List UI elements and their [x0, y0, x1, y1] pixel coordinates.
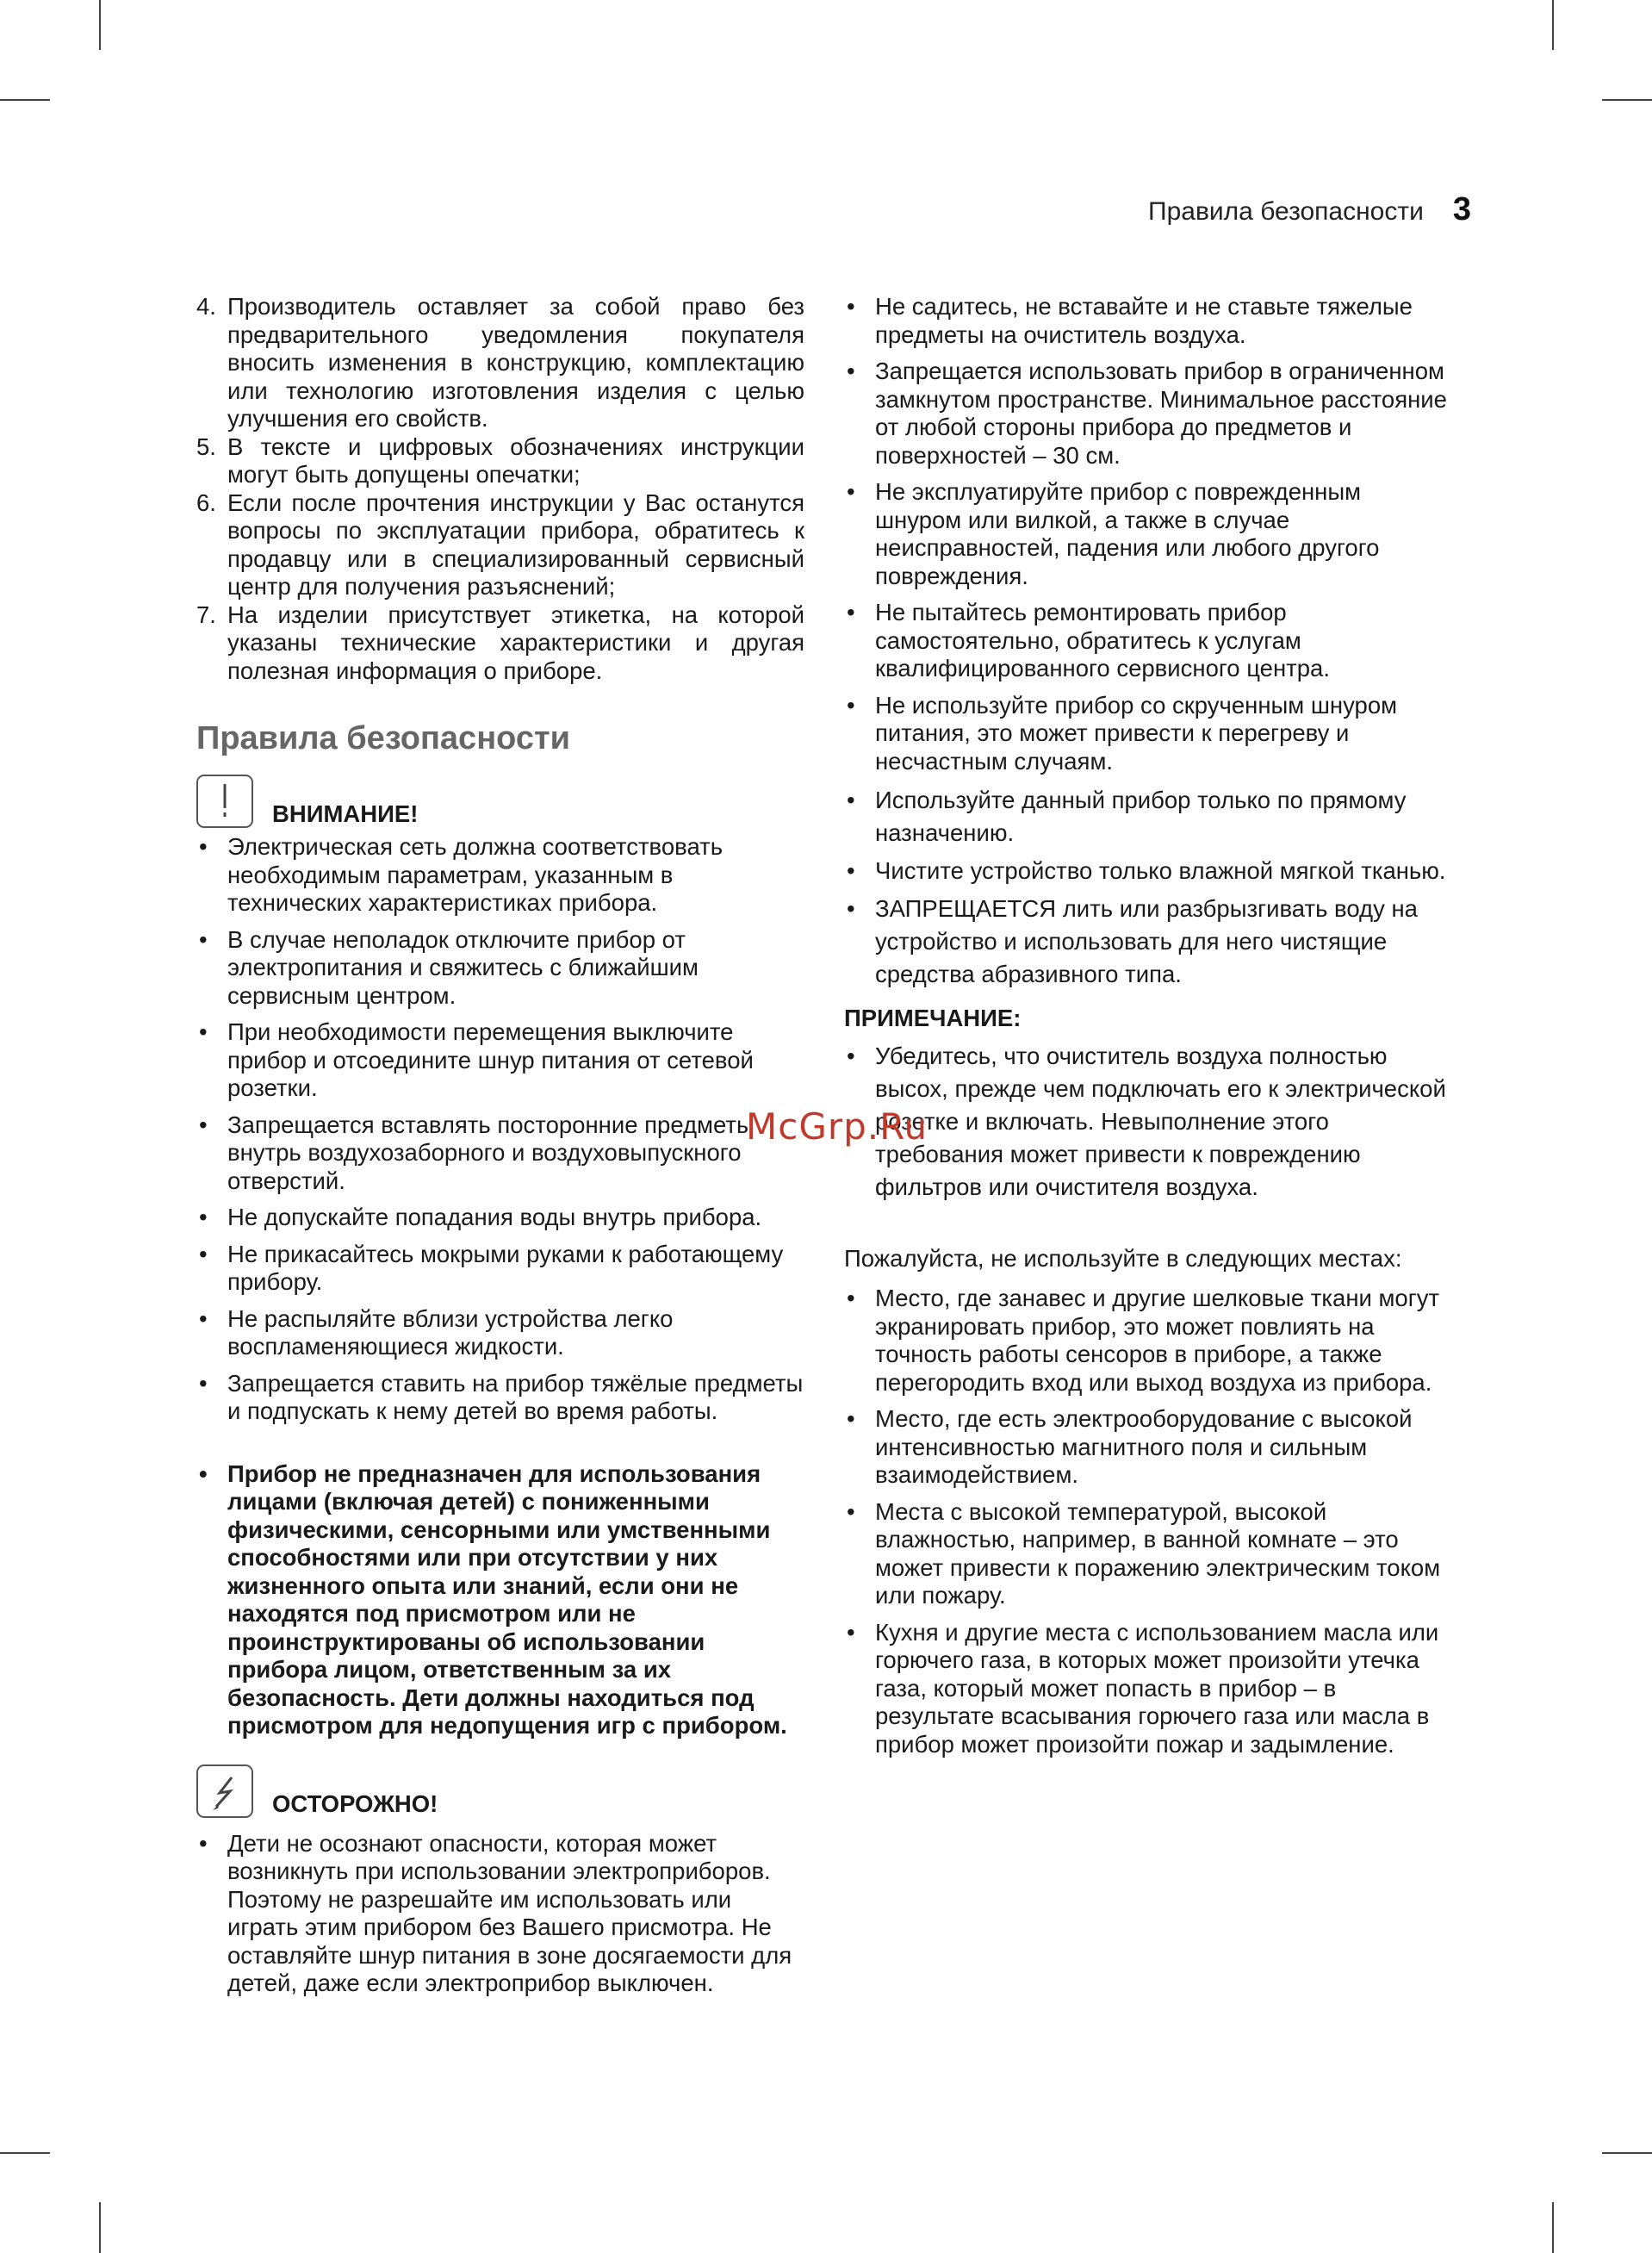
list-item: • Прибор не предназначен для использования лицами (включая детей) с пониженными физическими, сенсорными или умственными способностями или при отсутствии у них жизненного опыта или знаний, если они не находятся под присмотром или не проинструктированы об использовании прибора лицом, ответственным за их безопасность. Дети должны находиться под присмотром для недопущения игр с прибором. [199, 1459, 787, 1739]
crop-mark [1602, 99, 1652, 101]
crop-mark [0, 2152, 50, 2154]
watermark: McGrp.Ru [746, 1105, 928, 1148]
list-item: • Чистите устройство только влажной мягкой тканью. [847, 857, 1446, 884]
warning-notice [196, 775, 804, 828]
list-item: • Место, где занавес и другие шелковые ткани могут экранировать прибор, это может повлиять на точность работы сенсоров в приборе, а также перегородить вход или выход воздуха из прибора. [847, 1285, 1440, 1396]
crop-mark [99, 2202, 101, 2253]
list-item: 4. Производитель оставляет за собой право без предварительного уведомления покупателя вносить изменения в конструкцию, комплектацию или технологию изготовления изделия с целью улучшения его свойств. [196, 293, 804, 432]
list-item: • Не пытайтесь ремонтировать прибор самостоятельно, обратитесь к услугам квалифицированного сервисного центра. [847, 599, 1330, 682]
list-item: 6. Если после прочтения инструкции у Вас останутся вопросы по эксплуатации прибора, обратитесь к продавцу или в специализированный сервисный центр для получения разъяснений; [196, 489, 804, 600]
list-item: • ЗАПРЕЩАЕТСЯ лить или разбрызгивать воду на устройство и использовать для него чистящие средства абразивного типа. [847, 895, 1418, 987]
list-item: • Не распыляйте вблизи устройства легко воспламеняющиеся жидкости. [199, 1304, 674, 1360]
list-item: • Не эксплуатируйте прибор с поврежденным шнуром или вилкой, а также в случае неисправностей, падения или любого другого повреждения. [847, 478, 1380, 589]
crop-mark [1552, 0, 1554, 50]
page-header [1148, 191, 1471, 228]
list-item: • Не используйте прибор со скрученным шнуром питания, это может привести к перегреву и несчастным случаям. [847, 691, 1398, 775]
list-item: • Используйте данный прибор только по прямому назначению. [847, 787, 1407, 846]
places-intro: Пожалуйста, не используйте в следующих местах: [844, 1244, 1402, 1272]
exclamation-icon [196, 775, 253, 828]
numbered-list [196, 293, 804, 685]
note-heading: ПРИМЕЧАНИЕ: [844, 1005, 1022, 1031]
list-item: • Запрещается ставить на прибор тяжёлые предметы и подпускать к нему детей во время работы. [199, 1369, 804, 1424]
list-item: 7. На изделии присутствует этикетка, на которой указаны технические характеристики и другая полезная информация о приборе. [196, 601, 804, 684]
warning-list [196, 833, 804, 1426]
crop-mark [1602, 2152, 1652, 2154]
crop-mark [99, 0, 101, 50]
page-number: 3 [1452, 191, 1471, 227]
note-list [844, 1040, 1452, 1204]
crop-mark [1552, 2202, 1554, 2253]
list-item: • Дети не осознают опасности, которая может возникнуть при использовании электроприборов. Поэтому не разрешайте им использовать или играть этим прибором без Вашего присмотра. Не оставляйте шнур питания в зоне досягаемости для детей, даже если электроприбор выключен. [199, 1829, 792, 1996]
caution-notice [196, 1764, 804, 1818]
list-item: • Места с высокой температурой, высокой влажностью, например, в ванной комнате – это может привести к поражению электрическим током или пожару. [847, 1497, 1441, 1609]
list-item: • Убедитесь, что очиститель воздуха полностью высох, прежде чем подключать его к электрической розетке и включать. Невыполнение этого требования может привести к повреждению фильтров или очистителя воздуха. [847, 1042, 1446, 1200]
caution-list [196, 1830, 804, 1998]
list-item: • Запрещается вставлять посторонние предметы внутрь воздухозаборного и воздуховыпускного отверстий. [199, 1111, 754, 1194]
places-list [844, 1285, 1452, 1758]
list-item: • Кухня и другие места с использованием масла или горючего газа, в которых может произойти утечка газа, который может попасть в прибор – в результате всасывания горючего газа или масла в прибор может произойти пожар и задымление. [847, 1618, 1439, 1758]
crop-mark [0, 99, 50, 101]
list-item: • Не садитесь, не вставайте и не ставьте тяжелые предметы на очиститель воздуха. [847, 293, 1413, 348]
list-item: • При необходимости перемещения выключите прибор и отсоедините шнур питания от сетевой розетки. [199, 1018, 754, 1101]
header-title: Правила безопасности [1148, 197, 1424, 226]
list-item: • Не допускайте попадания воды внутрь прибора. [199, 1204, 762, 1230]
caution-label: ОСТОРОЖНО! [272, 1789, 438, 1817]
section-title: Правила безопасности [196, 720, 570, 756]
usage-list [844, 784, 1452, 991]
list-item: • Запрещается использовать прибор в ограниченном замкнутом пространстве. Минимальное расстояние от любой стороны прибора до предметов и поверхностей – 30 см. [847, 358, 1447, 469]
list-item: • Место, где есть электрооборудование с высокой интенсивностью магнитного поля и сильным взаимодействием. [847, 1405, 1413, 1488]
bold-warning-list [196, 1460, 804, 1740]
list-item: • Не прикасайтесь мокрыми руками к работающему прибору. [199, 1240, 784, 1295]
lightning-icon [196, 1764, 253, 1818]
left-column [196, 293, 804, 2007]
right-column [844, 293, 1452, 1767]
list-item: • Электрическая сеть должна соответствовать необходимым параметрам, указанным в технических характеристиках прибора. [199, 833, 724, 916]
list-item: • В случае неполадок отключите прибор от электропитания и свяжитесь с ближайшим сервисным центром. [199, 925, 699, 1009]
list-item: 5. В тексте и цифровых обозначениях инструкции могут быть допущены опечатки; [196, 433, 804, 488]
warning-label: ВНИМАНИЕ! [272, 800, 419, 827]
safety-list [844, 293, 1452, 775]
